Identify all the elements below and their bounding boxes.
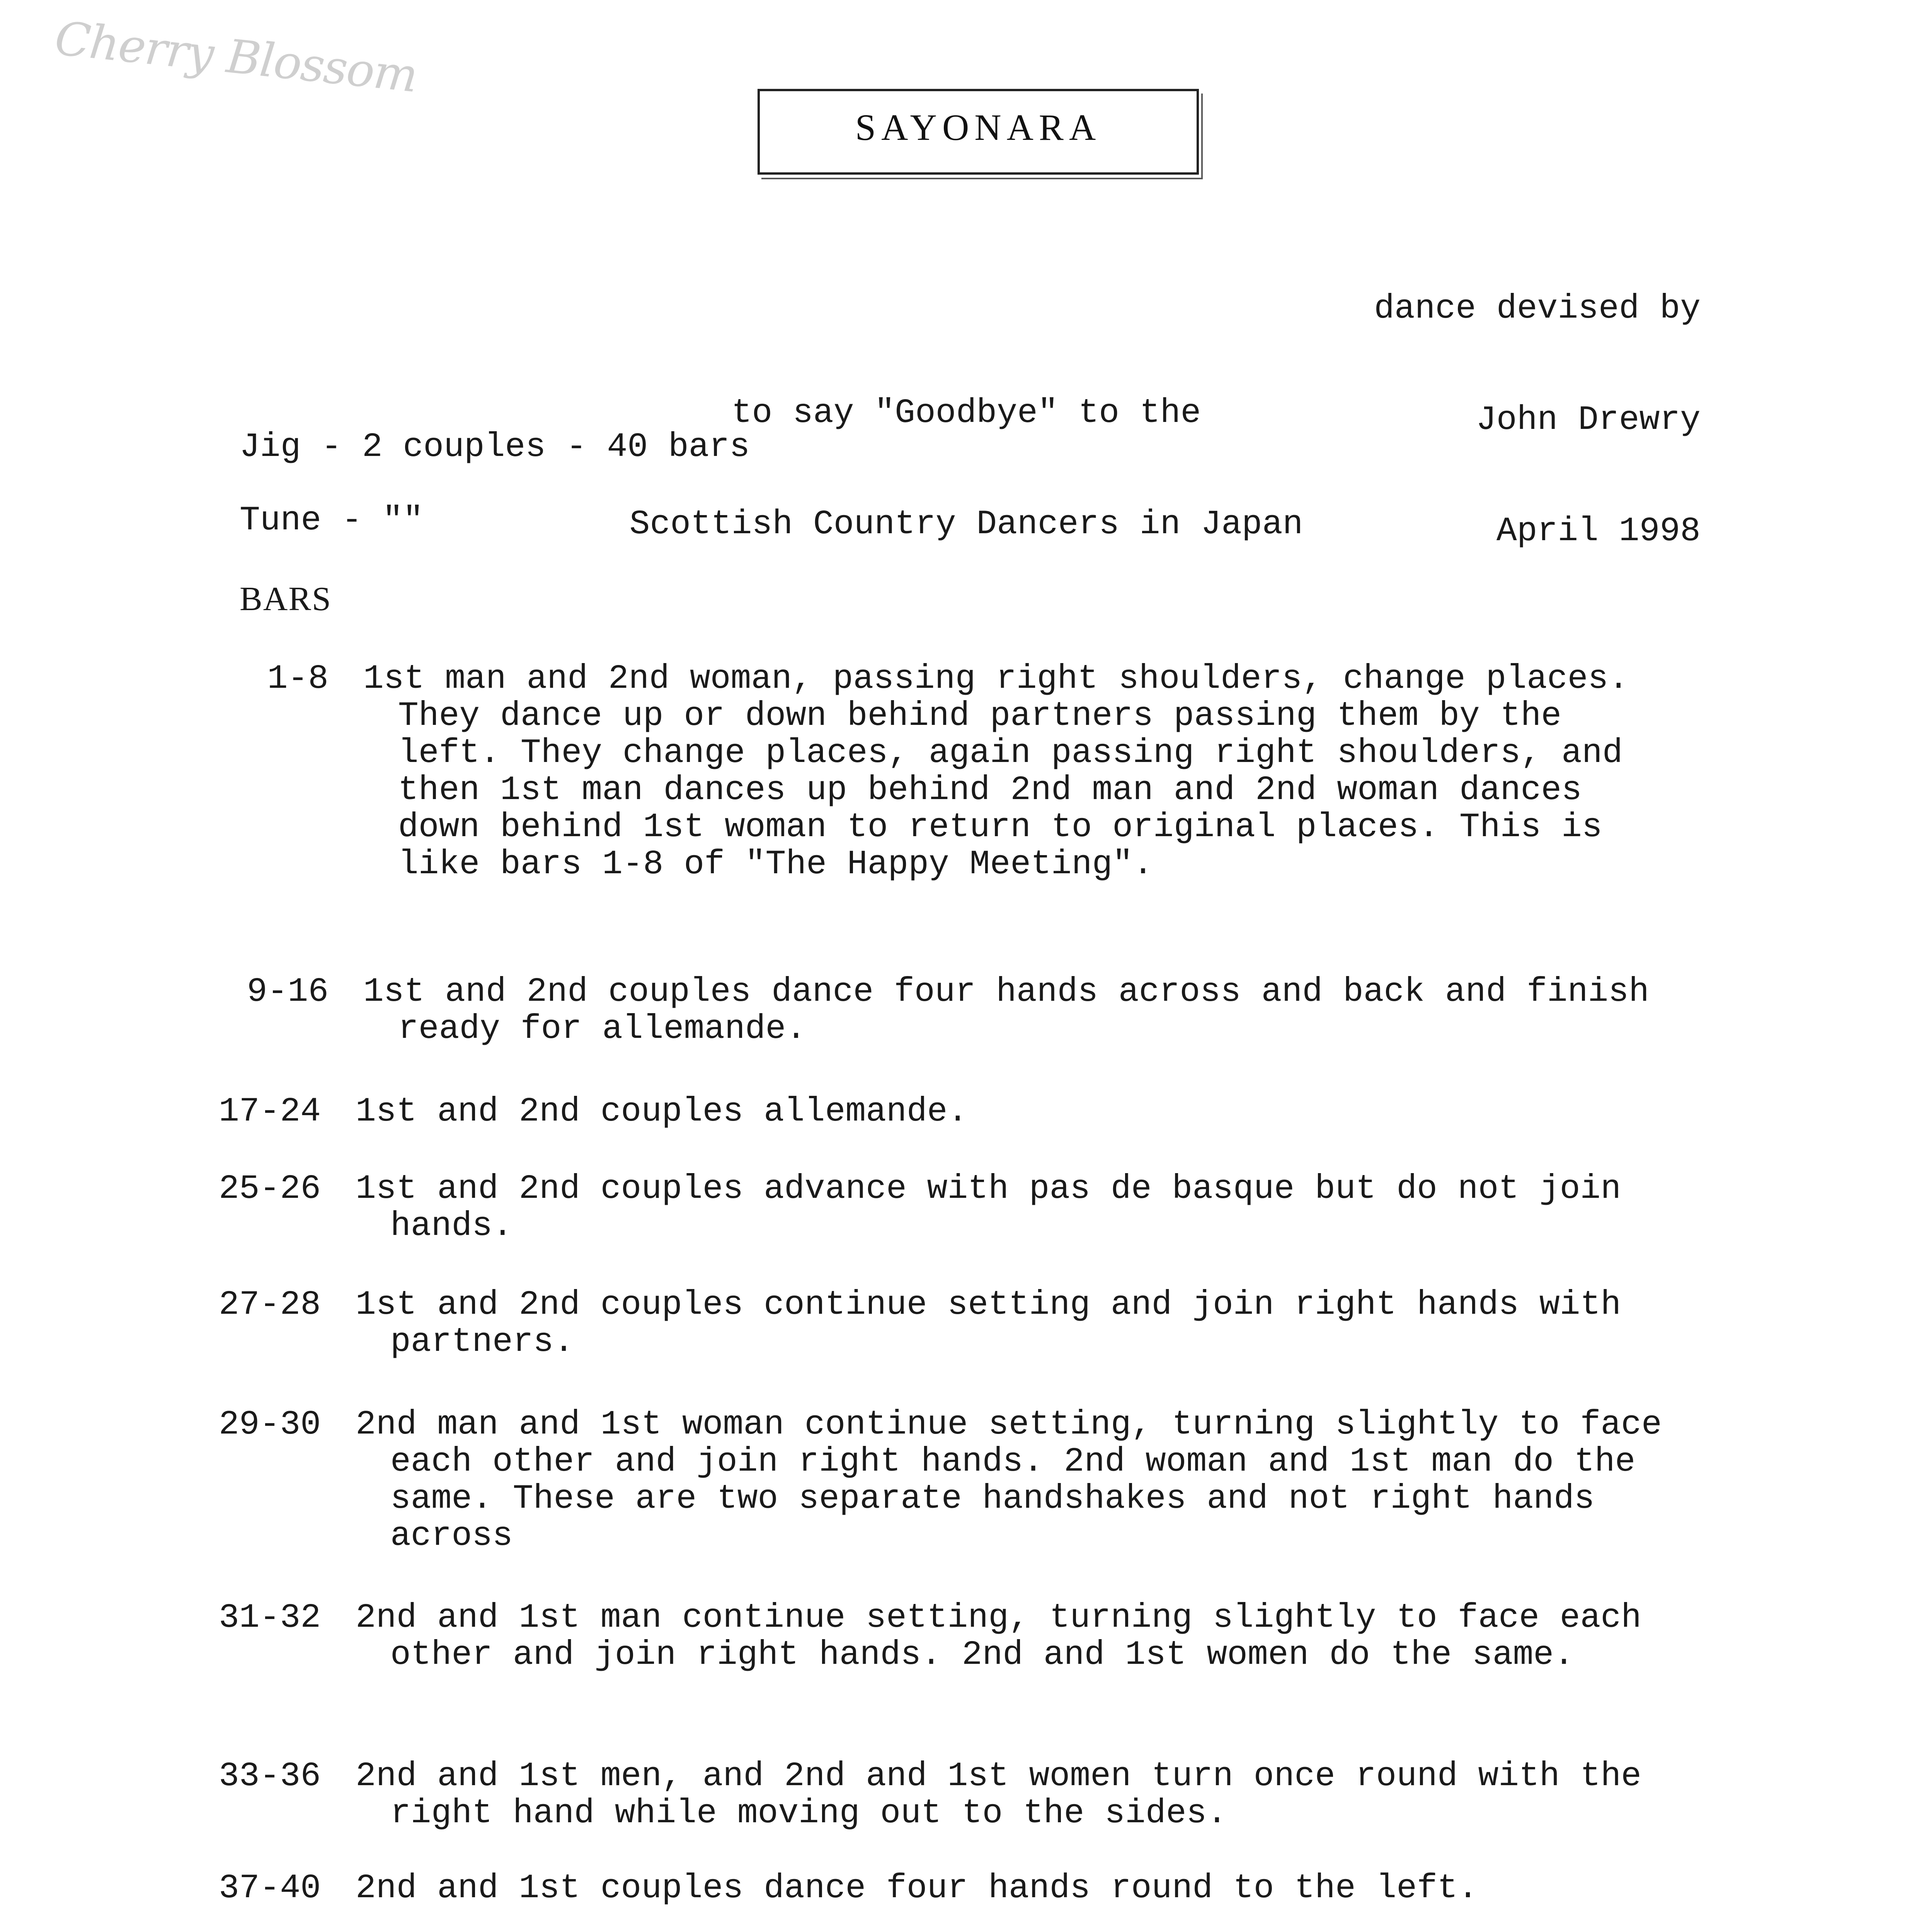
bar-entry-17-24 (216, 1094, 1670, 1131)
bar-range: 37-40 (218, 1869, 321, 1908)
credit-block (1330, 216, 1701, 624)
bar-description: 1st and 2nd couples continue setting and join right hands with partners. (356, 1286, 1641, 1361)
bars-heading: BARS (240, 580, 332, 618)
bar-range: 9-16 (247, 973, 329, 1011)
bar-description: 1st man and 2nd woman, passing right shoulders, change places. They dance up or down behind partners passing them by the left. They change places, again passing right shoulders, and then 1st man dances up behind 2nd man and 2nd woman dances down behind 1st woman to return to original places. This is like bars 1-8 of "The Happy Meeting". (363, 660, 1649, 884)
bar-entry-27-28 (216, 1287, 1670, 1361)
bar-description: 1st and 2nd couples advance with pas de basque but do not join hands. (356, 1170, 1641, 1245)
purpose-line-1: to say "Goodbye" to the (731, 394, 1201, 432)
bar-description: 2nd and 1st men, and 2nd and 1st women turn once round with the right hand while moving out to the sides. (356, 1757, 1662, 1833)
purpose-line-2: Scottish Country Dancers in Japan (629, 505, 1303, 544)
purpose-block (580, 321, 1353, 617)
bar-description: 2nd man and 1st woman continue setting, turning slightly to face each other and join right hands. 2nd woman and 1st man do the same. These are two separate handshakes and not right hands across (356, 1406, 1682, 1555)
bar-entry-33-36 (216, 1758, 1670, 1832)
bar-entry-25-26 (216, 1171, 1670, 1245)
bar-description: 2nd and 1st man continue setting, turning slightly to face each other and join right hands. 2nd and 1st women do the same. (356, 1599, 1662, 1674)
bar-range: 17-24 (218, 1093, 321, 1131)
bar-entry-31-32 (216, 1600, 1670, 1674)
bar-entry-37-40 (216, 1870, 1670, 1907)
page-title: SAYONARA (855, 107, 1102, 148)
bar-range: 33-36 (218, 1757, 321, 1796)
bar-description: 1st and 2nd couples allemande. (356, 1093, 968, 1131)
credit-author: John Drewry (1476, 401, 1701, 439)
bar-entry-29-30 (216, 1406, 1682, 1555)
bar-range: 31-32 (218, 1599, 321, 1637)
bar-range: 25-26 (218, 1170, 321, 1208)
bar-entry-1-8 (224, 661, 1677, 883)
credit-line: dance devised by (1374, 290, 1701, 328)
bar-description: 2nd and 1st couples dance four hands round to the left. (356, 1869, 1478, 1908)
title-box (758, 89, 1199, 175)
credit-date: April 1998 (1496, 512, 1701, 551)
handwritten-annotation: Cherry Blossom (52, 12, 420, 103)
bar-range: 27-28 (218, 1286, 321, 1324)
bar-entry-9-16 (224, 974, 1677, 1048)
dance-type: Jig - 2 couples - 40 bars (240, 428, 750, 466)
tune-line: Tune - "" (240, 502, 424, 540)
bar-range: 29-30 (218, 1406, 321, 1444)
bar-range: 1-8 (267, 660, 329, 698)
bar-description: 1st and 2nd couples dance four hands across and back and finish ready for allemande. (363, 973, 1670, 1048)
